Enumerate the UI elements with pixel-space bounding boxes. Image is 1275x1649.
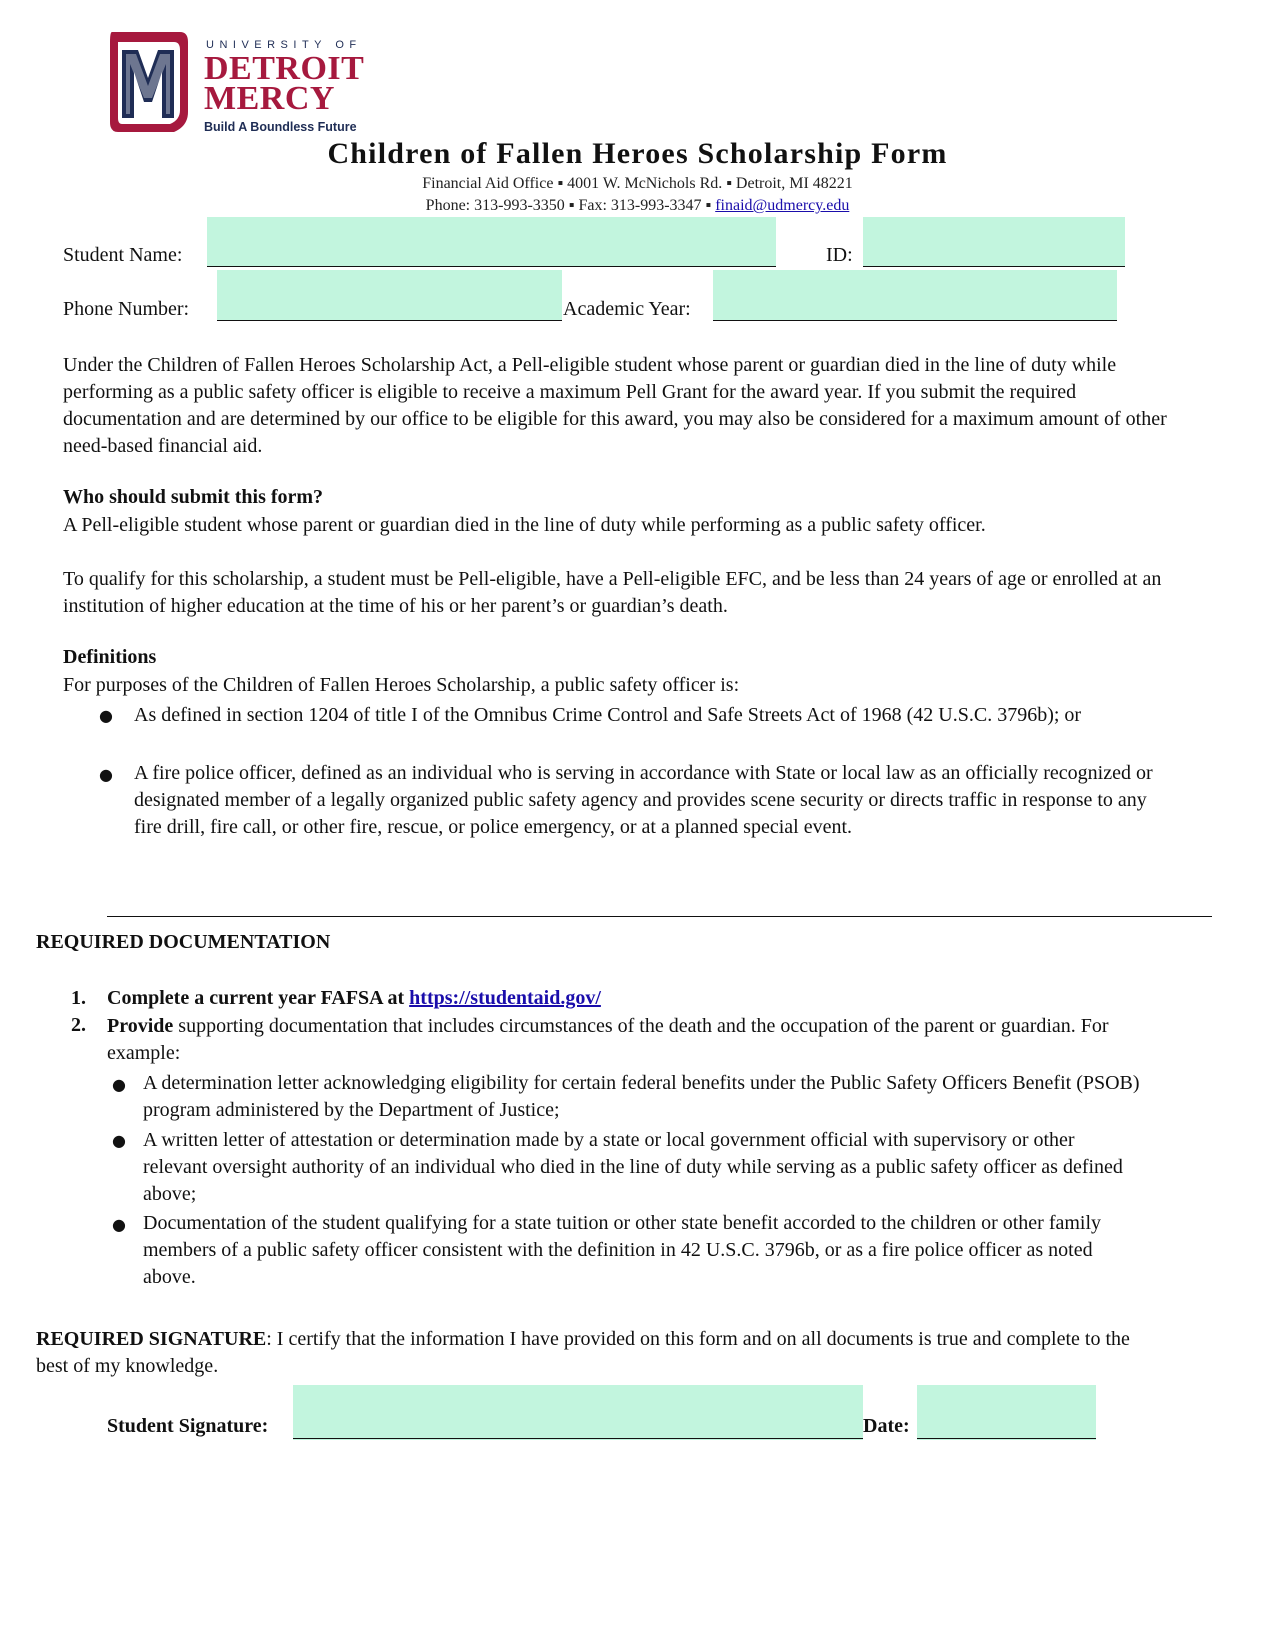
example-item-3: Documentation of the student qualifying for a state tuition or other state benefit accorded to the children or other family members of a public safety officer consistent with the definition in 42 U.S.C. 3796b, or as a fire police officer as noted above.: [143, 1212, 1102, 1288]
definition-bullet-1: ●: [99, 706, 113, 725]
step-2-number: 2.: [71, 1014, 86, 1036]
phone-number-field[interactable]: [217, 270, 562, 321]
qualify-paragraph: To qualify for this scholarship, a student must be Pell-eligible, have a Pell-eligible EFC, and be less than 24 years of age or enrolled at an institution of higher education at the time of his or her parent’s or guardian’s death.: [63, 568, 1162, 617]
definitions-heading: Definitions: [63, 646, 157, 668]
email-link[interactable]: finaid@udmercy.edu: [715, 197, 850, 214]
step-2-bold: Provide: [107, 1015, 174, 1037]
step-2: [107, 1013, 1157, 1067]
studentaid-link[interactable]: https://studentaid.gov/: [409, 987, 601, 1009]
definition-item-2: A fire police officer, defined as an individual who is serving in accordance with State or local law as an officially recognized or designated member of a legally organized public safety agency and provides scene security or directs traffic in response to any fire drill, fire call, or other fire, rescue, or police emergency, or at a planned special event.: [134, 762, 1153, 838]
example-item-2: A written letter of attestation or determination made by a state or local government official with supervisory or other relevant oversight authority of an individual who died in the line of duty while serving as a public safety officer as defined above;: [143, 1129, 1123, 1205]
logo-mercy: MERCY: [204, 80, 335, 117]
logo-university-of: UNIVERSITY OF: [206, 39, 362, 51]
definition-bullet-2: ●: [99, 765, 113, 784]
logo-detroit: DETROIT: [204, 50, 365, 87]
student-name-label: Student Name:: [63, 244, 183, 266]
phone-underline: [217, 320, 562, 321]
signature-statement: [36, 1326, 1146, 1380]
definition-item-1: As defined in section 1204 of title I of the Omnibus Crime Control and Safe Streets Act of 1968 (42 U.S.C. 3796b); or: [134, 704, 1082, 726]
academic-year-field[interactable]: [713, 270, 1117, 321]
contact-line: [0, 197, 1275, 215]
example-item-1: A determination letter acknowledging eligibility for certain federal benefits under the Public Safety Officers Benefit (PSOB) program administered by the Department of Justice;: [143, 1072, 1140, 1121]
academic-year-label: Academic Year:: [563, 298, 691, 320]
student-name-underline: [207, 266, 776, 267]
student-signature-label: Student Signature:: [107, 1415, 269, 1437]
academic-year-underline: [713, 320, 1117, 321]
address-line: Financial Aid Office ▪ 4001 W. McNichols Rd. ▪ Detroit, MI 48221: [422, 175, 853, 192]
intro-paragraph: Under the Children of Fallen Heroes Scholarship Act, a Pell-eligible student whose parent or guardian died in the line of duty while performing as a public safety officer is eligible to receive a maximum Pell Grant for the award year. If you submit the required documentation and are determined by our office to be eligible for this award, you may also be considered for a maximum amount of other need-based financial aid.: [63, 354, 1167, 457]
section-divider: [107, 916, 1212, 917]
form-title: Children of Fallen Heroes Scholarship Form: [327, 137, 948, 170]
signature-certification-text: : I certify that the information I have provided on this form and on all documents is true and complete to the best of my knowledge.: [36, 1328, 1130, 1377]
phone-number-label: Phone Number:: [63, 298, 190, 320]
signature-underline: [293, 1438, 863, 1439]
definitions-intro: For purposes of the Children of Fallen Heroes Scholarship, a public safety officer is:: [63, 674, 740, 696]
example-bullet-3: ●: [112, 1215, 126, 1234]
signature-date-field[interactable]: [917, 1385, 1096, 1440]
id-underline: [863, 266, 1125, 267]
who-text: A Pell-eligible student whose parent or guardian died in the line of duty while performing as a public safety officer.: [63, 514, 986, 536]
university-logo: [108, 28, 368, 138]
logo-tagline: Build A Boundless Future: [204, 120, 357, 134]
step-1: [107, 987, 601, 1010]
step-1-text: Complete a current year FAFSA at: [107, 987, 410, 1009]
step-2-text: supporting documentation that includes circumstances of the death and the occupation of the parent or guardian. For example:: [107, 1015, 1109, 1064]
student-signature-field[interactable]: [293, 1385, 863, 1440]
required-signature-heading: REQUIRED SIGNATURE: [36, 1328, 267, 1350]
example-bullet-1: ●: [112, 1075, 126, 1094]
id-label: ID:: [826, 244, 853, 266]
phone-fax-text: Phone: 313-993-3350 ▪ Fax: 313-993-3347 ▪: [425, 197, 716, 214]
date-label: Date:: [863, 1415, 910, 1437]
required-documentation-heading: REQUIRED DOCUMENTATION: [36, 931, 331, 953]
student-name-field[interactable]: [207, 217, 776, 267]
detroit-mercy-shield-icon: [108, 28, 190, 136]
date-underline: [917, 1438, 1096, 1439]
step-1-number: 1.: [71, 987, 86, 1009]
example-bullet-2: ●: [112, 1131, 126, 1150]
who-heading: Who should submit this form?: [63, 486, 324, 508]
student-id-field[interactable]: [863, 217, 1125, 267]
